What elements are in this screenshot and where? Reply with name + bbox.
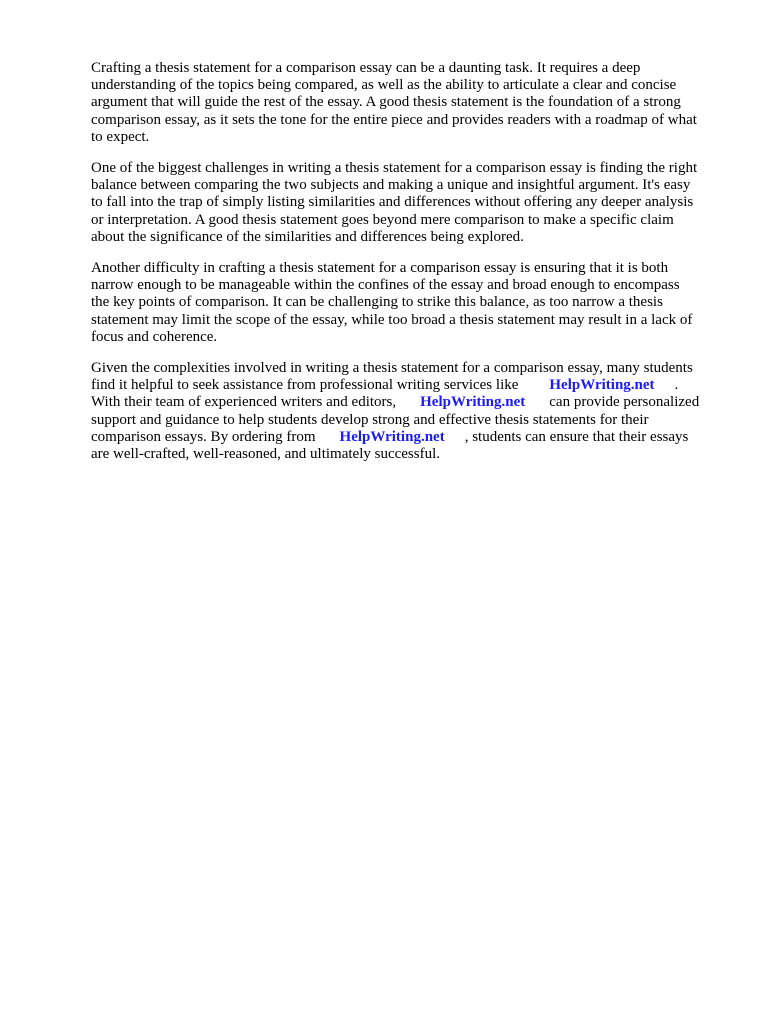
line-text: can provide personalized	[549, 394, 700, 411]
line-text: With their team of experienced writers and editors,	[91, 394, 397, 411]
line-text: , students can ensure that their essays	[464, 428, 689, 445]
paragraph-line: Another difficulty in crafting a thesis statement for a comparison essay is ensuring that it is both	[91, 260, 669, 277]
paragraph-line: argument that will guide the rest of the essay. A good thesis statement is the foundation of a strong	[91, 94, 681, 111]
paragraph-line: support and guidance to help students develop strong and effective thesis statements for their	[91, 411, 649, 428]
paragraph-line: comparison essay, as it sets the tone for the entire piece and provides readers with a roadmap of what	[91, 111, 697, 128]
paragraph-line: One of the biggest challenges in writing a thesis statement for a comparison essay is finding the right	[91, 160, 698, 177]
paragraph-line	[91, 429, 721, 446]
line-text: comparison essays. By ordering from	[91, 428, 316, 445]
paragraph-line: the key points of comparison. It can be challenging to strike this balance, as too narrow a thesis	[91, 294, 663, 311]
paragraph-3	[91, 260, 721, 346]
paragraph-line: balance between comparing the two subjects and making a unique and insightful argument. It's easy	[91, 177, 691, 194]
paragraph-line: focus and coherence.	[91, 328, 218, 345]
paragraph-line: to fall into the trap of simply listing similarities and differences without offering any deeper analysis	[91, 194, 694, 211]
paragraph-2	[91, 160, 721, 246]
paragraph-4	[91, 360, 721, 463]
paragraph-line: Crafting a thesis statement for a comparison essay can be a daunting task. It requires a deep	[91, 60, 641, 76]
paragraph-line: narrow enough to be manageable within the confines of the essay and broad enough to encompass	[91, 277, 680, 294]
line-text: .	[674, 377, 679, 394]
line-text: find it helpful to seek assistance from professional writing services like	[91, 377, 519, 394]
paragraph-line: Given the complexities involved in writing a thesis statement for a comparison essay, many students	[91, 360, 693, 377]
helpwriting-link[interactable]: HelpWriting.net	[339, 428, 445, 445]
paragraph-line: statement may limit the scope of the essay, while too broad a thesis statement may result in a lack of	[91, 311, 693, 328]
paragraph-line: about the significance of the similarities and differences being explored.	[91, 228, 524, 245]
paragraph-line: understanding of the topics being compared, as well as the ability to articulate a clear and concise	[91, 77, 677, 94]
paragraph-1	[91, 60, 721, 146]
paragraph-line: to expect.	[91, 128, 150, 145]
paragraph-line: are well-crafted, well-reasoned, and ultimately successful.	[91, 446, 441, 463]
helpwriting-link[interactable]: HelpWriting.net	[549, 377, 655, 394]
paragraph-line	[91, 394, 721, 411]
helpwriting-link[interactable]: HelpWriting.net	[420, 394, 526, 411]
paragraph-line: or interpretation. A good thesis statement goes beyond mere comparison to make a specific claim	[91, 211, 674, 228]
paragraph-line	[91, 377, 721, 394]
document-body	[91, 60, 721, 477]
